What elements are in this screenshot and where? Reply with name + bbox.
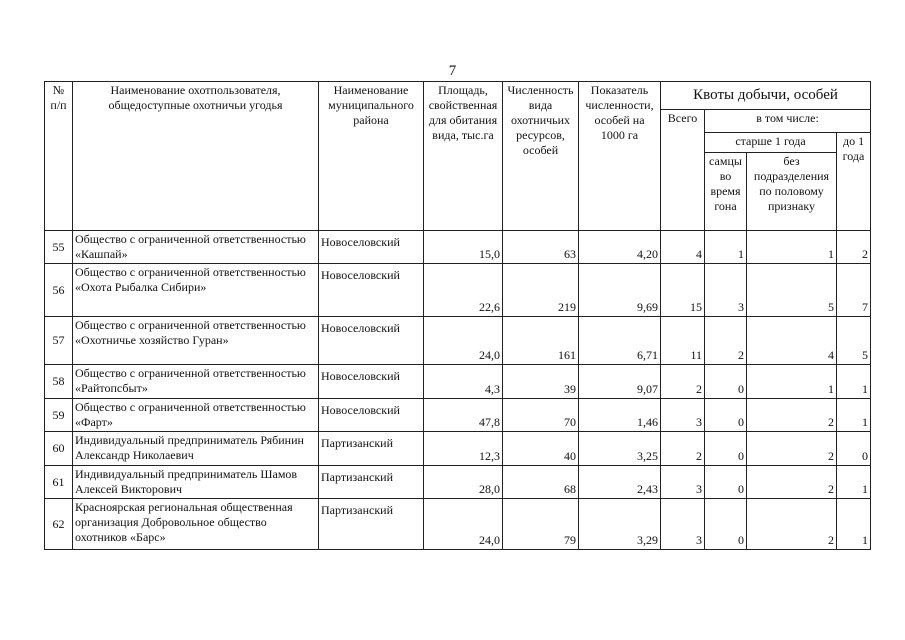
row-user-name: Общество с ограниченной ответственностью «Охота Рыбалка Сибири» bbox=[73, 264, 319, 317]
row-user-name: Общество с ограниченной ответственностью «Райтопсбыт» bbox=[73, 365, 319, 399]
header-density: Показатель численности, особей на 1000 га bbox=[579, 82, 661, 231]
row-area: 4,3 bbox=[424, 365, 503, 399]
header-males-rut: самцы во время гона bbox=[705, 153, 747, 231]
table-row bbox=[45, 231, 871, 264]
row-density: 2,43 bbox=[579, 466, 661, 499]
row-district: Новоселовский bbox=[319, 264, 424, 317]
row-user-name: Красноярская региональная общественная организация Добровольное общество охотников «Барс» bbox=[73, 499, 319, 550]
row-density: 3,29 bbox=[579, 499, 661, 550]
row-total: 15 bbox=[661, 264, 705, 317]
header-older-than-1-year: старше 1 года bbox=[705, 133, 837, 153]
table-row bbox=[45, 264, 871, 317]
header-total: Всего bbox=[661, 110, 705, 231]
row-count: 219 bbox=[503, 264, 579, 317]
row-district: Новоселовский bbox=[319, 231, 424, 264]
row-no-sex-division: 2 bbox=[747, 499, 837, 550]
row-no-sex-division: 4 bbox=[747, 317, 837, 365]
header-user-name: Наименование охотпользователя, общедоступные охотничьи угодья bbox=[73, 82, 319, 231]
row-count: 70 bbox=[503, 399, 579, 432]
row-district: Партизанский bbox=[319, 499, 424, 550]
row-district: Новоселовский bbox=[319, 317, 424, 365]
table-row bbox=[45, 399, 871, 432]
row-number: 56 bbox=[45, 264, 73, 317]
row-number: 61 bbox=[45, 466, 73, 499]
header-no-sex-division: без подразделения по половому признаку bbox=[747, 153, 837, 231]
row-total: 2 bbox=[661, 365, 705, 399]
row-males: 0 bbox=[705, 399, 747, 432]
row-count: 68 bbox=[503, 466, 579, 499]
row-no-sex-division: 2 bbox=[747, 432, 837, 466]
row-area: 28,0 bbox=[424, 466, 503, 499]
row-count: 63 bbox=[503, 231, 579, 264]
row-under-1-year: 7 bbox=[837, 264, 871, 317]
row-no-sex-division: 1 bbox=[747, 231, 837, 264]
row-total: 2 bbox=[661, 432, 705, 466]
row-area: 47,8 bbox=[424, 399, 503, 432]
row-males: 2 bbox=[705, 317, 747, 365]
table-row bbox=[45, 499, 871, 550]
row-density: 4,20 bbox=[579, 231, 661, 264]
row-area: 12,3 bbox=[424, 432, 503, 466]
row-no-sex-division: 2 bbox=[747, 466, 837, 499]
row-males: 0 bbox=[705, 499, 747, 550]
row-count: 39 bbox=[503, 365, 579, 399]
row-no-sex-division: 2 bbox=[747, 399, 837, 432]
table-row bbox=[45, 432, 871, 466]
row-density: 3,25 bbox=[579, 432, 661, 466]
row-no-sex-division: 5 bbox=[747, 264, 837, 317]
header-number: № п/п bbox=[45, 82, 73, 231]
row-area: 24,0 bbox=[424, 317, 503, 365]
table-row bbox=[45, 466, 871, 499]
row-density: 1,46 bbox=[579, 399, 661, 432]
row-under-1-year: 5 bbox=[837, 317, 871, 365]
header-district: Наименование муниципального района bbox=[319, 82, 424, 231]
header-including: в том числе: bbox=[705, 110, 871, 133]
row-under-1-year: 1 bbox=[837, 466, 871, 499]
hunting-quota-table bbox=[44, 81, 871, 550]
row-user-name: Индивидуальный предприниматель Рябинин Александр Николаевич bbox=[73, 432, 319, 466]
row-density: 9,69 bbox=[579, 264, 661, 317]
row-total: 3 bbox=[661, 399, 705, 432]
row-no-sex-division: 1 bbox=[747, 365, 837, 399]
row-total: 4 bbox=[661, 231, 705, 264]
row-user-name: Индивидуальный предприниматель Шамов Алексей Викторович bbox=[73, 466, 319, 499]
page-number: 7 bbox=[448, 63, 457, 79]
row-males: 1 bbox=[705, 231, 747, 264]
row-number: 55 bbox=[45, 231, 73, 264]
row-number: 57 bbox=[45, 317, 73, 365]
row-total: 3 bbox=[661, 499, 705, 550]
table-row bbox=[45, 365, 871, 399]
row-area: 15,0 bbox=[424, 231, 503, 264]
row-number: 59 bbox=[45, 399, 73, 432]
row-under-1-year: 1 bbox=[837, 399, 871, 432]
row-males: 0 bbox=[705, 432, 747, 466]
row-count: 161 bbox=[503, 317, 579, 365]
row-district: Новоселовский bbox=[319, 365, 424, 399]
row-under-1-year: 0 bbox=[837, 432, 871, 466]
row-total: 11 bbox=[661, 317, 705, 365]
table-row bbox=[45, 317, 871, 365]
row-district: Новоселовский bbox=[319, 399, 424, 432]
row-number: 58 bbox=[45, 365, 73, 399]
row-under-1-year: 1 bbox=[837, 365, 871, 399]
row-district: Партизанский bbox=[319, 432, 424, 466]
row-density: 9,07 bbox=[579, 365, 661, 399]
header-count: Численность вида охотничьих ресурсов, особей bbox=[503, 82, 579, 231]
row-user-name: Общество с ограниченной ответственностью «Кашпай» bbox=[73, 231, 319, 264]
row-total: 3 bbox=[661, 466, 705, 499]
header-under-1-year: до 1 года bbox=[837, 133, 871, 231]
row-under-1-year: 2 bbox=[837, 231, 871, 264]
row-density: 6,71 bbox=[579, 317, 661, 365]
row-area: 22,6 bbox=[424, 264, 503, 317]
row-district: Партизанский bbox=[319, 466, 424, 499]
row-user-name: Общество с ограниченной ответственностью «Охотничье хозяйство Гуран» bbox=[73, 317, 319, 365]
row-count: 40 bbox=[503, 432, 579, 466]
row-count: 79 bbox=[503, 499, 579, 550]
row-number: 60 bbox=[45, 432, 73, 466]
header-area: Площадь, свойственная для обитания вида, тыс.га bbox=[424, 82, 503, 231]
row-user-name: Общество с ограниченной ответственностью «Фарт» bbox=[73, 399, 319, 432]
row-number: 62 bbox=[45, 499, 73, 550]
row-males: 3 bbox=[705, 264, 747, 317]
row-males: 0 bbox=[705, 466, 747, 499]
row-area: 24,0 bbox=[424, 499, 503, 550]
row-under-1-year: 1 bbox=[837, 499, 871, 550]
row-males: 0 bbox=[705, 365, 747, 399]
header-quotas: Квоты добычи, особей bbox=[661, 82, 871, 110]
